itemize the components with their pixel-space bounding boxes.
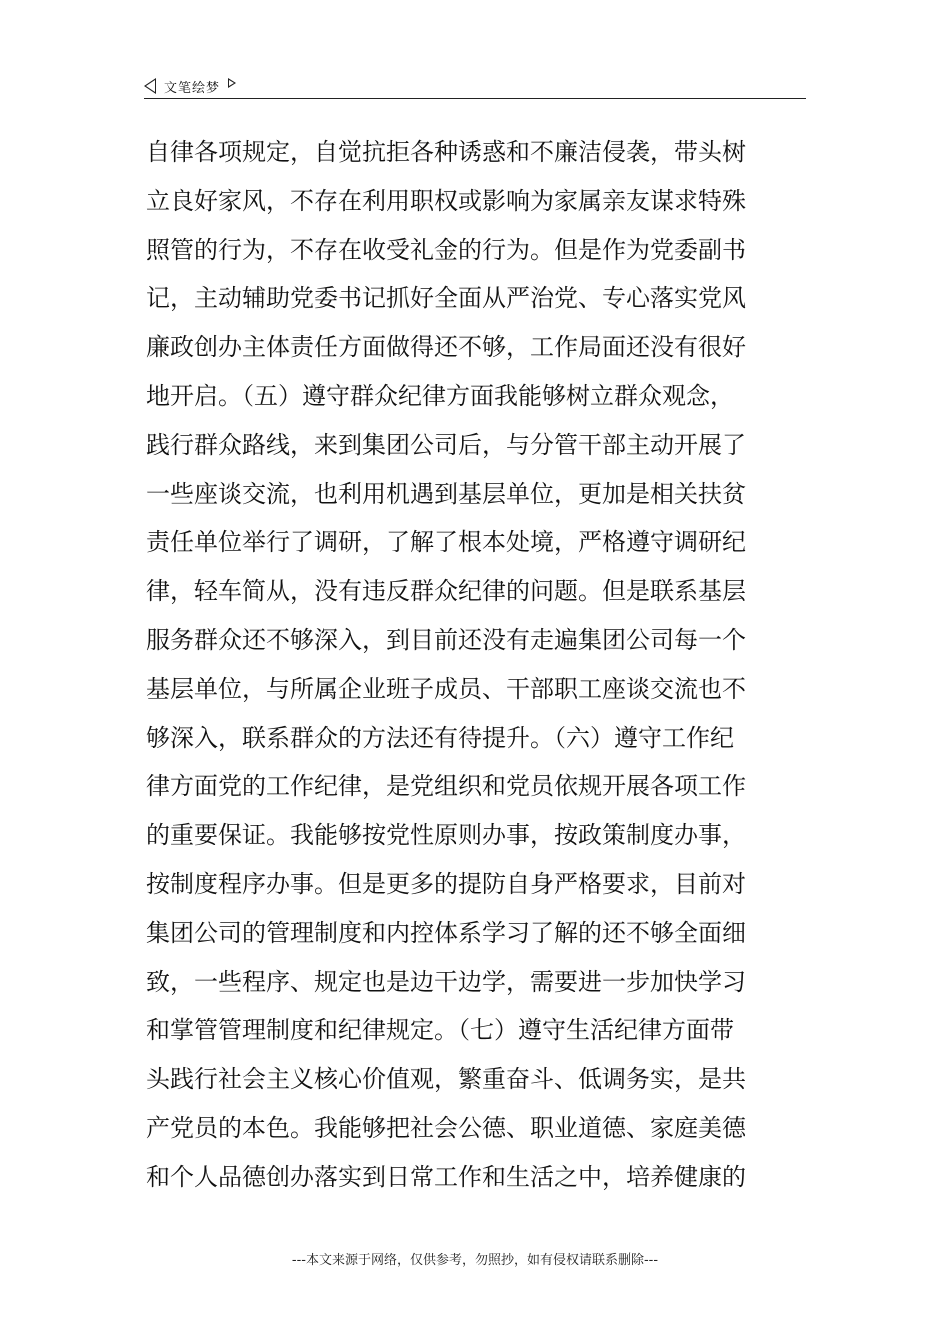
text-line: 照管的行为，不存在收受礼金的行为。但是作为党委副书 (146, 235, 746, 264)
header-title: 文笔绘梦 (164, 80, 221, 96)
text-line: 廉政创办主体责任方面做得还不够，工作局面还没有很好 (146, 333, 746, 362)
document-body (146, 128, 808, 1202)
text-line: 和掌管管理制度和纪律规定。（七）遵守生活纪律方面带 (146, 1016, 734, 1045)
text-line: 自律各项规定，自觉抗拒各种诱惑和不廉洁侵袭，带头树 (146, 138, 746, 166)
text-line: 的重要保证。我能够按党性原则办事，按政策制度办事， (146, 821, 746, 850)
text-line: 产党员的本色。我能够把社会公德、职业道德、家庭美德 (146, 1113, 746, 1142)
text-line: 记，主动辅助党委书记抓好全面从严治党、专心落实党风 (146, 284, 746, 313)
text-line: 律方面党的工作纪律，是党组织和党员依规开展各项工作 (146, 772, 746, 801)
text-line: 基层单位，与所属企业班子成员、干部职工座谈交流也不 (146, 674, 746, 703)
text-line: 立良好家风，不存在利用职权或影响为家属亲友谋求特殊 (146, 186, 746, 215)
text-line: 一些座谈交流，也利用机遇到基层单位，更加是相关扶贫 (146, 479, 746, 508)
text-line: 服务群众还不够深入，到目前还没有走遍集团公司每一个 (146, 625, 746, 654)
page-footer: ---本文来源于网络，仅供参考，勿照抄，如有侵权请联系删除--- (291, 1253, 659, 1268)
text-line: 地开启。（五）遵守群众纪律方面我能够树立群众观念， (146, 381, 734, 410)
page-header (144, 74, 806, 99)
left-triangle-icon (144, 78, 156, 94)
text-line: 践行群众路线，来到集团公司后，与分管干部主动开展了 (146, 430, 746, 459)
text-line: 按制度程序办事。但是更多的提防自身严格要求，目前对 (146, 869, 746, 898)
text-line: 集团公司的管理制度和内控体系学习了解的还不够全面细 (146, 918, 746, 947)
text-line: 够深入，联系群众的方法还有待提升。（六）遵守工作纪 (146, 723, 734, 752)
text-line: 责任单位举行了调研，了解了根本处境，严格遵守调研纪 (146, 528, 746, 557)
right-triangle-icon (228, 78, 236, 88)
text-line: 和个人品德创办落实到日常工作和生活之中，培养健康的 (146, 1162, 746, 1191)
text-line: 致，一些程序、规定也是边干边学，需要进一步加快学习 (146, 967, 746, 996)
text-line: 律，轻车简从，没有违反群众纪律的问题。但是联系基层 (146, 577, 746, 606)
text-line: 头践行社会主义核心价值观，繁重奋斗、低调务实，是共 (146, 1065, 746, 1094)
